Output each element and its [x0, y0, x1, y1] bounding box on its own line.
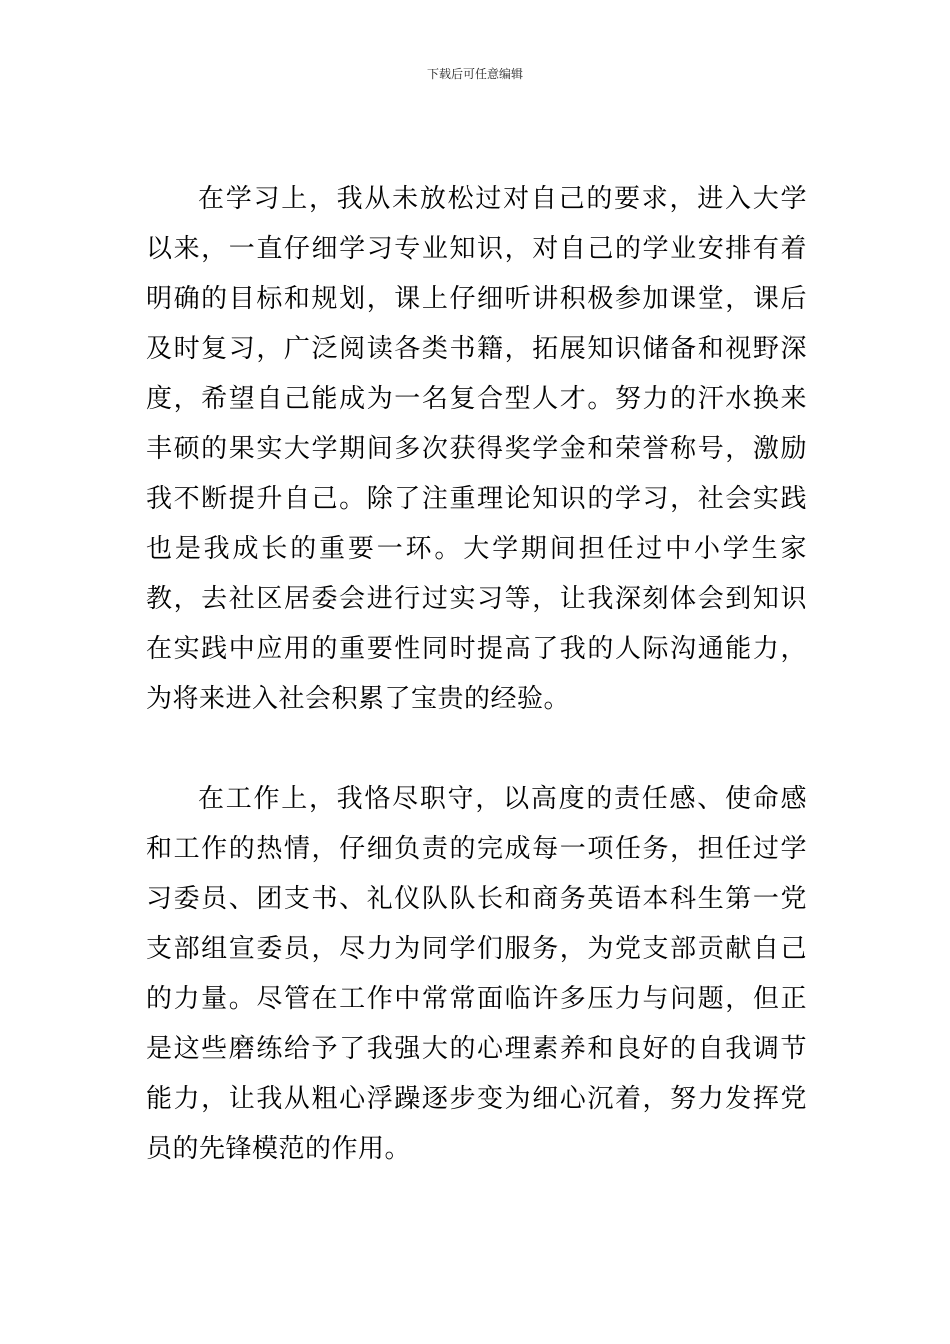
paragraph-study: 在学习上，我从未放松过对自己的要求，进入大学以来，一直仔细学习专业知识，对自己的学业安排有着明确的目标和规划，课上仔细听讲积极参加课堂，课后及时复习，广泛阅读各类书籍，拓展知识储备和视野深度，希望自己能成为一名复合型人才。努力的汗水换来丰硕的果实大学期间多次获得奖学金和荣誉称号，激励我不断提升自己。除了注重理论知识的学习，社会实践也是我成长的重要一环。大学期间担任过中小学生家教，去社区居委会进行过实习等，让我深刻体会到知识在实践中应用的重要性同时提高了我的人际沟通能力，为将来进入社会积累了宝贵的经验。 [146, 184, 807, 714]
page-header: 下载后可任意编辑 [426, 67, 523, 81]
paragraph-work-container [146, 774, 807, 1174]
paragraph-work: 在工作上，我恪尽职守，以高度的责任感、使命感和工作的热情，仔细负责的完成每一项任务，担任过学习委员、团支书、礼仪队队长和商务英语本科生第一党支部组宣委员，尽力为同学们服务，为党支部贡献自己的力量。尽管在工作中常常面临许多压力与问题，但正是这些磨练给予了我强大的心理素养和良好的自我调节能力，让我从粗心浮躁逐步变为细心沉着，努力发挥党员的先锋模范的作用。 [146, 784, 807, 1164]
paragraph-study-container [146, 174, 807, 724]
